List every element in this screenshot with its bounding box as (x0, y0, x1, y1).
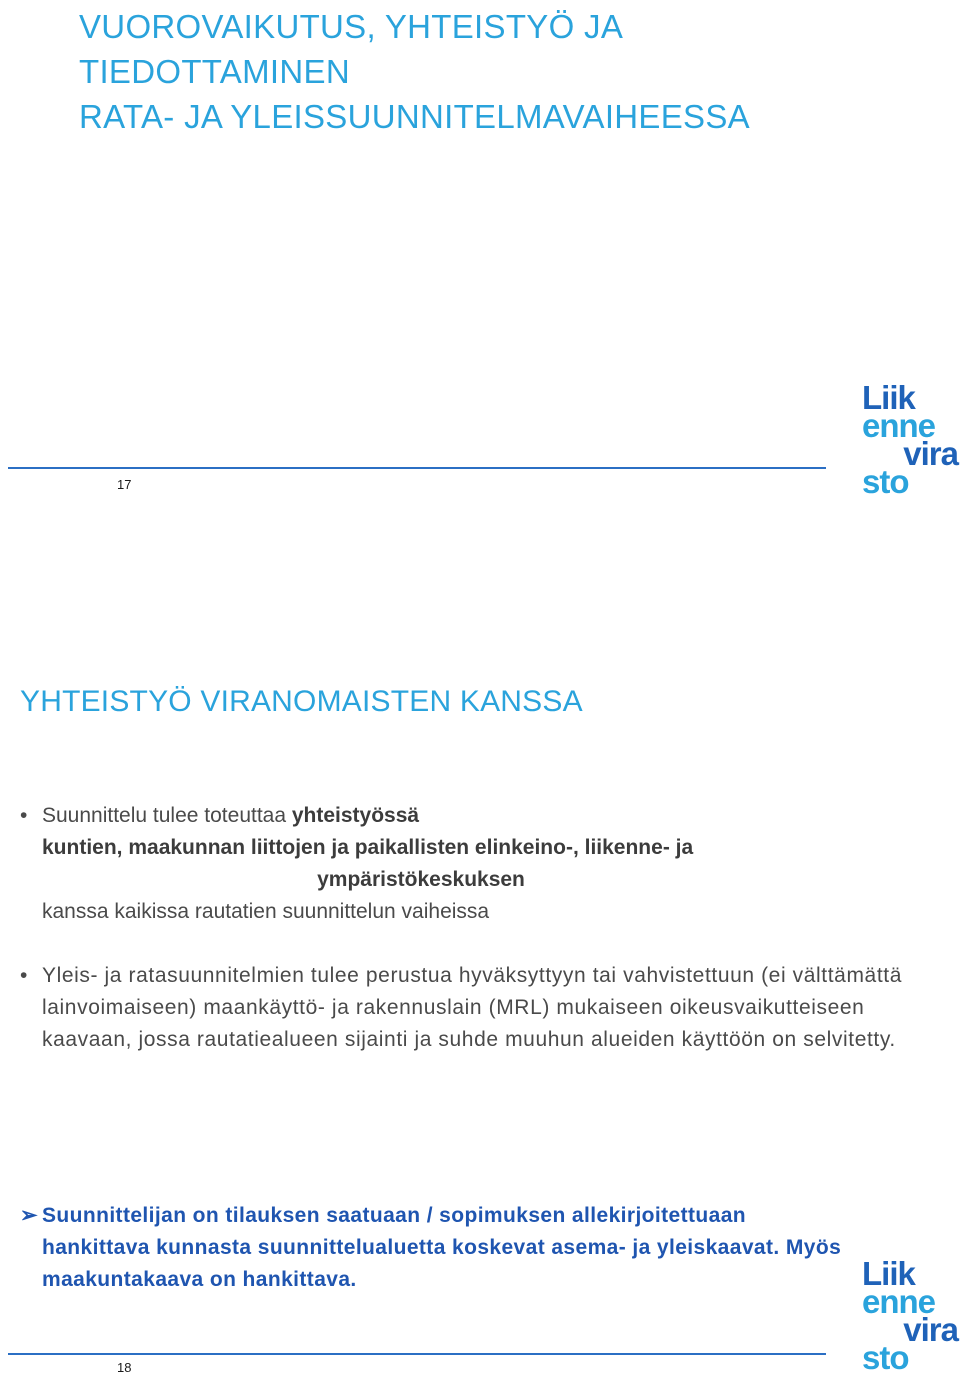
slide-title: YHTEISTYÖ VIRANOMAISTEN KANSSA (20, 685, 583, 718)
bullet-dot-icon: • (20, 964, 28, 987)
page-number: 17 (117, 477, 132, 492)
bullet2-text: Yleis- ja ratasuunnitelmien tulee perustua hyväksyttyyn tai vahvistettuun (ei välttämättä lainvoimaiseen) maankäyttö- ja rakennuslain (MRL) mukaiseen oikeusvaikutteiseen kaavaan, jossa rautatiealueen sijainti ja suhde muuhun alueiden käyttöön on selvitetty. (42, 964, 902, 1051)
slide-18 (0, 685, 960, 1379)
title-line-3: RATA- JA YLEISSUUNNITELMAVAIHEESSA (79, 98, 750, 135)
logo-line-2: enne (862, 407, 936, 444)
footer-divider (8, 1353, 826, 1355)
logo-line-1: Liik (862, 379, 915, 416)
arrow-bullet-item (20, 1200, 842, 1296)
bullet1-text: Suunnittelu tulee toteuttaa (42, 804, 292, 827)
bullet1-line2: kuntien, maakunnan liittojen ja paikallisten elinkeino-, liikenne- ja (42, 836, 694, 859)
logo-line-4: sto (862, 1339, 909, 1376)
logo-line-3: vira (903, 1311, 958, 1348)
bullet1-line1 (42, 800, 920, 832)
bullet-item (20, 800, 920, 928)
liikennevirasto-logo (862, 1255, 960, 1376)
logo-line-2: enne (862, 1283, 936, 1320)
bullet-item (20, 960, 920, 1056)
logo-line-1: Liik (862, 1255, 915, 1292)
title-line-1: VUOROVAIKUTUS, YHTEISTYÖ JA (79, 8, 624, 45)
bullet1-bold-text: yhteistyössä (291, 804, 420, 827)
page-number: 18 (117, 1360, 132, 1375)
footer-divider (8, 467, 826, 469)
logo-line-3: vira (903, 435, 958, 472)
bullet-list (20, 800, 920, 1056)
title-line-2: TIEDOTTAMINEN (79, 53, 350, 90)
slide-title (79, 4, 750, 139)
bullet1-line3: ympäristökeskuksen (317, 868, 525, 891)
arrow-point-text: Suunnittelijan on tilauksen saatuaan / sopimuksen allekirjoitettuaan hankittava kunnasta suunnittelualuetta koskevat asema- ja yleiskaavat. Myös maakuntakaava on hankittava. (42, 1204, 842, 1291)
arrowhead-bullet-icon: ➢ (20, 1204, 38, 1227)
bullet-dot-icon: • (20, 804, 28, 827)
liikennevirasto-logo (862, 379, 960, 500)
bullet1-line4: kanssa kaikissa rautatien suunnittelun vaiheissa (42, 900, 490, 923)
logo-line-4: sto (862, 463, 909, 500)
